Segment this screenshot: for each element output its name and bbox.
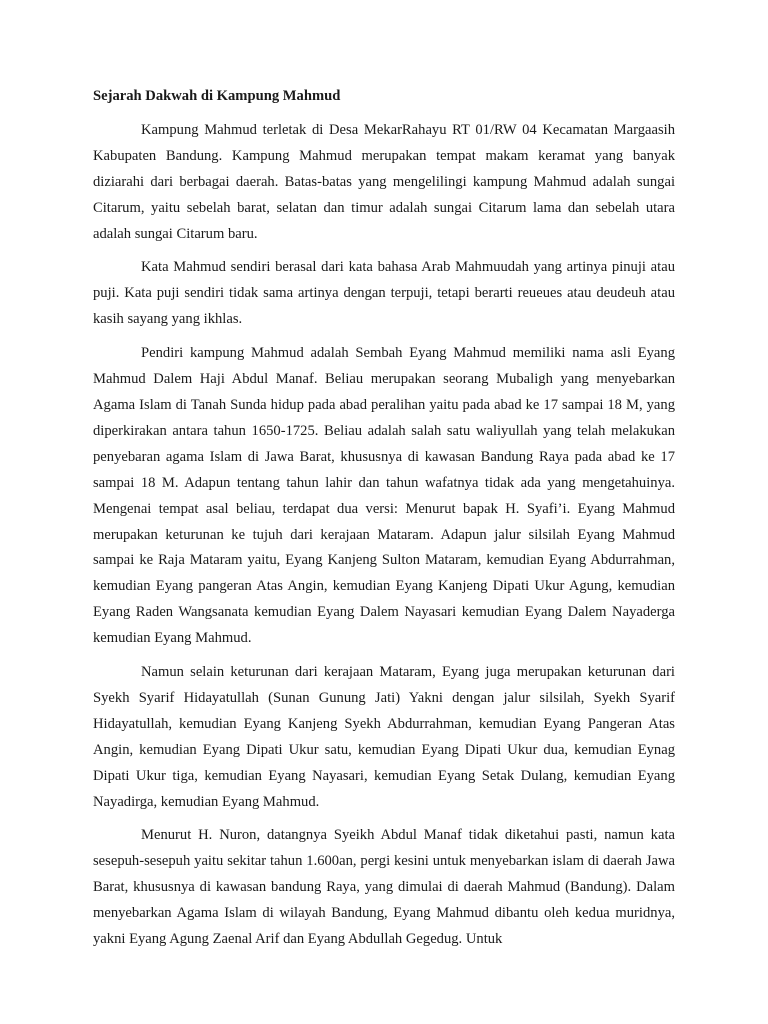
paragraph-location: Kampung Mahmud terletak di Desa MekarRahayu RT 01/RW 04 Kecamatan Margaasih Kabupaten Bandung. Kampung Mahmud merupakan tempat makam keramat yang banyak diziarahi dari berbagai daerah. Batas-batas yang mengelilingi kampung Mahmud adalah sungai Citarum, yaitu sebelah barat, selatan dan timur adalah sungai Citarum lama dan sebelah utara adalah sungai Citarum baru. [93,121,675,242]
paragraph-founder: Pendiri kampung Mahmud adalah Sembah Eyang Mahmud memiliki nama asli Eyang Mahmud Dalem Haji Abdul Manaf. Beliau merupakan seorang Mubaligh yang menyebarkan Agama Islam di Tanah Sunda hidup pada abad peralihan yaitu pada abad ke 17 sampai 18 M, yang diperkirakan antara tahun 1650-1725. Beliau adalah salah satu waliyullah yang telah melakukan penyebaran agama Islam di Jawa Barat, khususnya di kawasan Bandung Raya pada abad ke 17 sampai 18 M. Adapun tentang tahun lahir dan tahun wafatnya tidak ada yang mengetahuinya. Mengenai tempat asal beliau, terdapat dua versi: Menurut bapak H. Syafi’i. Eyang Mahmud merupakan keturunan ke tujuh dari kerajaan Mataram. Adapun jalur silsilah Eyang Mahmud sampai ke Raja Mataram yaitu, Eyang Kanjeng Sulton Mataram, kemudian Eyang Abdurrahman, kemudian Eyang pangeran Atas Angin, kemudian Eyang Kanjeng Dipati Ukur Agung, kemudian Eyang Raden Wangsanata kemudian Eyang Dalem Nayasari kemudian Eyang Dalem Nayaderga kemudian Eyang Mahmud. [93,345,675,647]
document-body [93,84,675,961]
document-title: Sejarah Dakwah di Kampung Mahmud [93,88,341,104]
paragraph-arrival: Menurut H. Nuron, datangnya Syeikh Abdul Manaf tidak diketahui pasti, namun kata sesepuh-sesepuh yaitu sekitar tahun 1.600an, pergi kesini untuk menyebarkan islam di daerah Jawa Barat, khususnya di kawasan bandung Raya, yang dimulai di daerah Mahmud (Bandung). Dalam menyebarkan Agama Islam di wilayah Bandung, Eyang Mahmud dibantu oleh kedua muridnya, yakni Eyang Agung Zaenal Arif dan Eyang Abdullah Gegedug. Untuk [93,827,675,948]
paragraph-lineage: Namun selain keturunan dari kerajaan Mataram, Eyang juga merupakan keturunan dari Syekh Syarif Hidayatullah (Sunan Gunung Jati) Yakni dengan jalur silsilah, Syekh Syarif Hidayatullah, kemudian Eyang Kanjeng Syekh Abdurrahman, kemudian Eyang Pangeran Atas Angin, kemudian Eyang Dipati Ukur satu, kemudian Eyang Dipati Ukur dua, kemudian Eynag Dipati Ukur tiga, kemudian Eyang Nayasari, kemudian Eyang Setak Dulang, kemudian Eyang Nayadirga, kemudian Eyang Mahmud. [93,664,675,810]
paragraph-name-meaning: Kata Mahmud sendiri berasal dari kata bahasa Arab Mahmuudah yang artinya pinuji atau puji. Kata puji sendiri tidak sama artinya dengan terpuji, tetapi berarti reueues atau deudeuh atau kasih sayang yang ikhlas. [93,259,675,328]
